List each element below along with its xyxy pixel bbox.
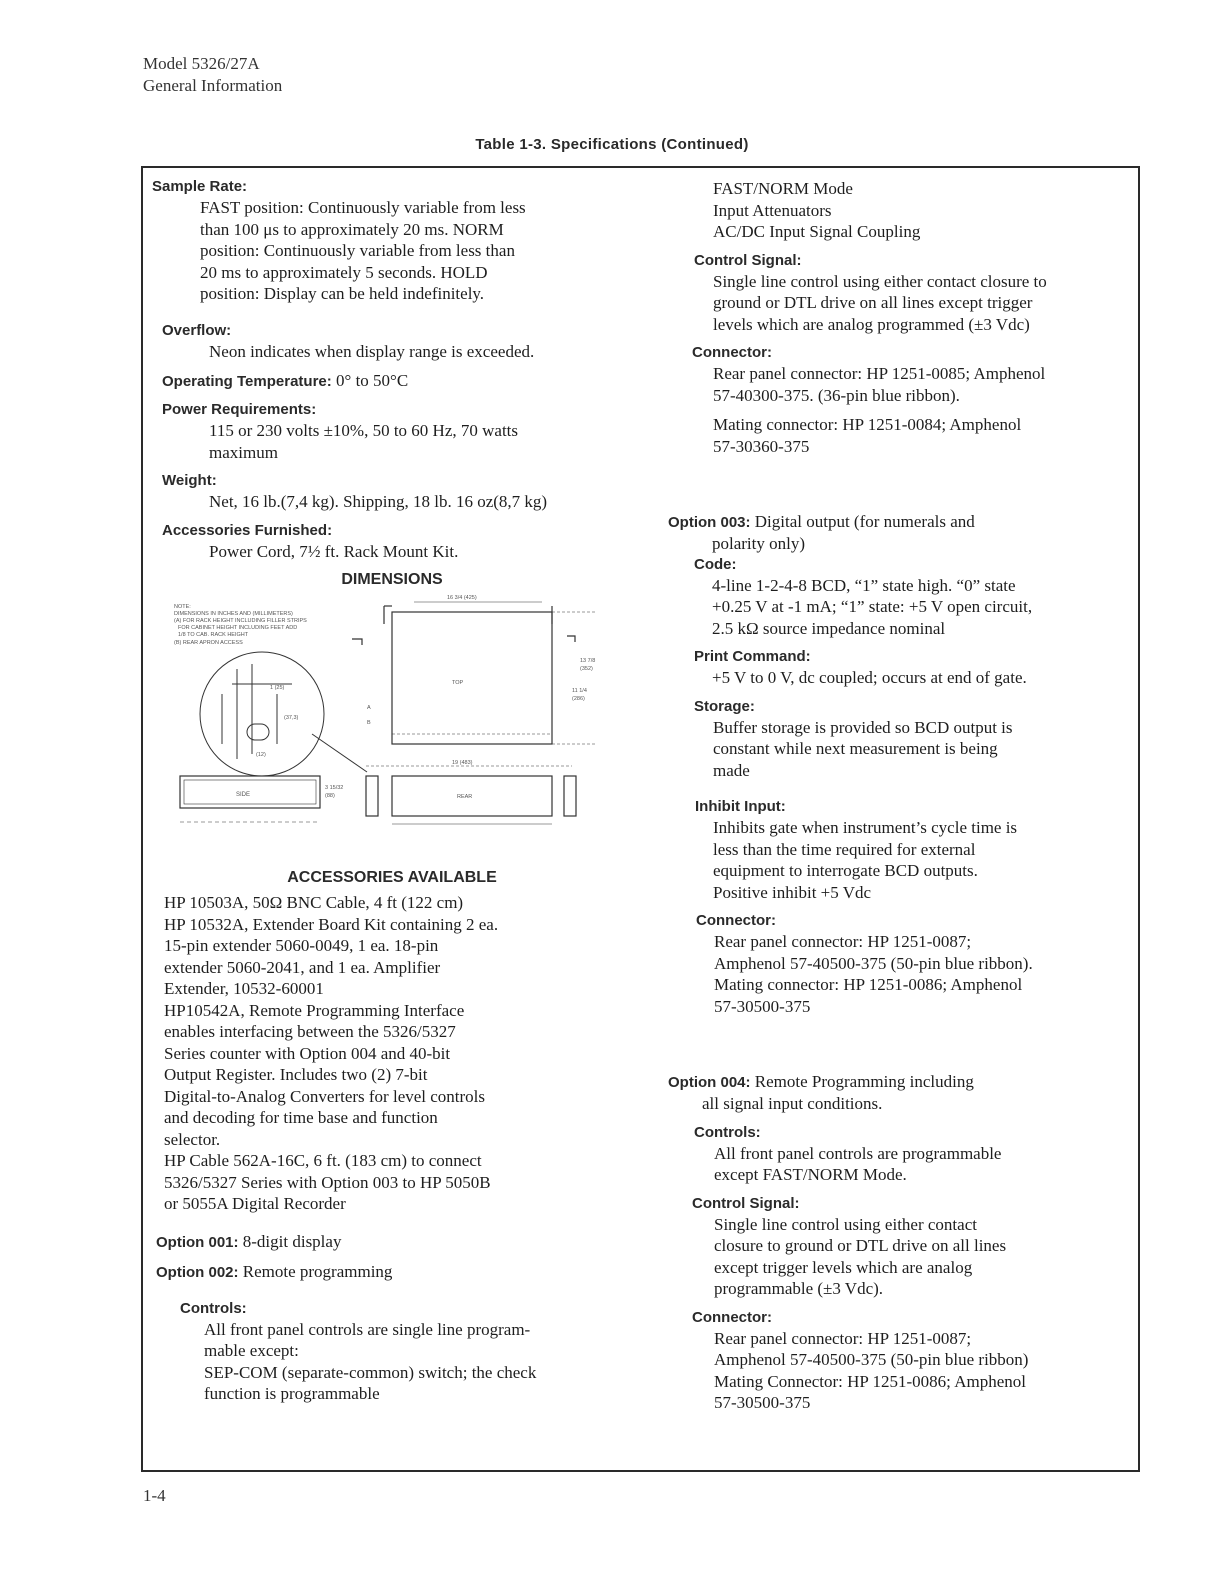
power-text: [162, 420, 632, 463]
overflow-label: Overflow:: [162, 321, 232, 339]
inhibit-input-label: Inhibit Input:: [695, 798, 786, 815]
text-line: Single line control using either contact: [714, 1214, 977, 1234]
option002-text: Remote programming: [242, 1261, 393, 1281]
text-line: 57-30500-375: [714, 1393, 811, 1412]
header-model: Model 5326/27A: [143, 54, 260, 73]
dim-note-line: FOR CABINET HEIGHT INCLUDING FEET ADD: [178, 625, 298, 631]
option004-text: Remote Programming including: [754, 1072, 974, 1091]
text-line: mable except:: [204, 1341, 299, 1360]
text-line: or 5055A Digital Recorder: [164, 1194, 346, 1213]
dim-label-b: B: [367, 720, 371, 726]
text-line: Mating connector: HP 1251-0084; Amphenol: [713, 415, 1022, 434]
text-line: less than the time required for external: [713, 839, 976, 859]
text-line: Rear panel connector: HP 1251-0087;: [714, 1328, 972, 1348]
text-line: HP 10503A, 50Ω BNC Cable, 4 ft (122 cm): [164, 893, 464, 912]
dim-depth-mm: (352): [580, 666, 593, 672]
controls-label: Controls:: [180, 1299, 247, 1317]
side-view-label: SIDE: [236, 792, 251, 798]
text-line: Input Attenuators: [713, 200, 832, 220]
dim-depth-in: 13 7/8: [580, 658, 596, 664]
accessory-item: [164, 1000, 632, 1151]
text-line: Amphenol 57-40500-375 (50-pin blue ribbon): [714, 1350, 1029, 1369]
text-line: Positive inhibit +5 Vdc: [713, 882, 872, 902]
text-line: All front panel controls are programmable: [714, 1143, 1002, 1163]
side-view-outline: [180, 776, 320, 822]
dim-note-line: (A) FOR RACK HEIGHT INCLUDING FILLER STRIPS: [174, 618, 307, 624]
text-line: position: Display can be held indefinitely.: [200, 284, 485, 303]
dim-note-line: (B) REAR APRON ACCESS: [174, 640, 243, 646]
text-line: Inhibits gate when instrument’s cycle time is: [713, 818, 1018, 837]
dim-note-line: NOTE:: [174, 604, 191, 610]
print-command-label: Print Command:: [694, 648, 811, 665]
text-line: enables interfacing between the 5326/5327: [164, 1022, 456, 1041]
dim-depth2-in: 11 1/4: [572, 688, 587, 694]
dimensions-heading: DIMENSIONS: [341, 571, 443, 588]
dim-detail-a: 1 (25): [270, 685, 285, 691]
controls4-text: [668, 1143, 1138, 1186]
left-column: [152, 177, 632, 1405]
option001-text: 8-digit display: [242, 1231, 342, 1251]
text-line: HP 10532A, Extender Board Kit containing 2 ea.: [164, 914, 499, 934]
text-line: function is programmable: [204, 1384, 380, 1403]
dim-rear-width: 19 (483): [452, 760, 473, 766]
option003-text: Digital output (for numerals and: [754, 512, 975, 531]
text-line: ground or DTL drive on all lines except trigger: [713, 293, 1033, 312]
option003-text2: polarity only): [712, 534, 806, 553]
text-line: Rear panel connector: HP 1251-0087;: [714, 932, 972, 951]
connector-text: [668, 363, 1138, 457]
print-command-text: +5 V to 0 V, dc coupled; occurs at end of gate.: [712, 668, 1027, 687]
text-line: SEP-COM (separate-common) switch; the check: [204, 1362, 537, 1382]
control-signal-text: [668, 271, 1138, 336]
text-line: Series counter with Option 004 and 40-bit: [164, 1043, 451, 1063]
text-line: AC/DC Input Signal Coupling: [713, 222, 921, 241]
text-line: 57-30360-375: [713, 436, 810, 456]
text-line: Amphenol 57-40500-375 (50-pin blue ribbon).: [714, 953, 1033, 973]
text-line: than 100 μs to approximately 20 ms. NORM: [200, 219, 504, 239]
accessory-item: [164, 1150, 632, 1215]
text-line: Rear panel connector: HP 1251-0085; Amphenol: [713, 364, 1046, 383]
overflow-text: Neon indicates when display range is exceeded.: [209, 341, 535, 361]
accessories-furnished-text: Power Cord, 7½ ft. Rack Mount Kit.: [209, 541, 459, 561]
text-line: 57-40300-375. (36-pin blue ribbon).: [713, 385, 960, 405]
text-line: Digital-to-Analog Converters for level controls: [164, 1086, 486, 1106]
connector2-text: [668, 931, 1138, 1017]
text-line: FAST/NORM Mode: [713, 179, 853, 198]
connector-label: Connector:: [692, 344, 772, 361]
text-line: extender 5060-2041, and 1 ea. Amplifier: [164, 957, 441, 977]
text-line: Extender, 10532-60001: [164, 979, 324, 998]
rear-view-label: REAR: [457, 794, 473, 800]
text-line: Mating Connector: HP 1251-0086; Amphenol: [714, 1371, 1026, 1391]
text-line: 115 or 230 volts ±10%, 50 to 60 Hz, 70 watts: [209, 421, 519, 440]
text-line: Single line control using either contact closure to: [713, 271, 1047, 291]
sample-rate-text: [152, 197, 632, 305]
dim-note-line: DIMENSIONS IN INCHES AND (MILLIMETERS): [174, 611, 293, 617]
option004-text2: all signal input conditions.: [702, 1094, 883, 1113]
option004-label: Option 004:: [668, 1074, 751, 1091]
text-line: 15-pin extender 5060-0049, 1 ea. 18-pin: [164, 936, 439, 955]
dimensions-drawing: [152, 594, 632, 864]
text-line: All front panel controls are single line program-: [204, 1319, 531, 1339]
text-line: maximum: [209, 442, 278, 462]
dim-height-in: 3 15/32: [325, 785, 344, 791]
text-line: levels which are analog programmed (±3 Vdc): [713, 314, 1030, 334]
accessory-item: [164, 914, 632, 1000]
text-line: constant while next measurement is being: [713, 739, 998, 758]
text-line: and decoding for time base and function: [164, 1108, 438, 1127]
top-view-label: TOP: [452, 680, 464, 686]
option001-label: Option 001:: [156, 1233, 239, 1251]
code-label: Code:: [694, 555, 737, 573]
text-line: programmable (±3 Vdc).: [714, 1279, 884, 1298]
operating-temp-label: Operating Temperature:: [162, 373, 332, 390]
text-line: 2.5 kΩ source impedance nominal: [712, 618, 946, 638]
text-line: selector.: [164, 1129, 221, 1149]
text-line: closure to ground or DTL drive on all lines: [714, 1236, 1007, 1255]
text-line: HP Cable 562A-16C, 6 ft. (183 cm) to connect: [164, 1151, 482, 1170]
text-line: 5326/5327 Series with Option 003 to HP 5050B: [164, 1172, 491, 1192]
text-line: 4-line 1-2-4-8 BCD, “1” state high. “0” state: [712, 575, 1016, 595]
dim-depth2-mm: (286): [572, 696, 585, 702]
operating-temp-value: 0° to 50°C: [336, 371, 409, 390]
text-line: except FAST/NORM Mode.: [714, 1165, 907, 1184]
inhibit-input-text: [668, 817, 1138, 903]
connector2-label: Connector:: [696, 912, 776, 929]
option003-label: Option 003:: [668, 514, 751, 531]
dim-note-line: 1/8 TO CAB. RACK HEIGHT: [178, 632, 249, 638]
header-section: General Information: [143, 76, 283, 95]
text-line: Buffer storage is provided so BCD output is: [713, 717, 1013, 737]
dim-label-a: A: [367, 705, 371, 711]
code-text: [668, 575, 1138, 640]
controls-text: [152, 1319, 632, 1405]
text-line: 20 ms to approximately 5 seconds. HOLD: [200, 262, 488, 282]
text-line: position: Continuously variable from less than: [200, 241, 515, 260]
accessories-available-heading: ACCESSORIES AVAILABLE: [287, 869, 497, 886]
control-signal4-label: Control Signal:: [692, 1194, 800, 1212]
text-line: except trigger levels which are analog: [714, 1257, 973, 1277]
connector4-label: Connector:: [692, 1308, 772, 1326]
text-line: +0.25 V at -1 mA; “1” state: +5 V open circuit,: [712, 597, 1033, 616]
accessories-furnished-label: Accessories Furnished:: [162, 521, 333, 539]
text-line: 57-30500-375: [714, 996, 811, 1016]
text-line: Output Register. Includes two (2) 7-bit: [164, 1065, 428, 1084]
storage-text: [668, 717, 1138, 782]
text-line: Mating connector: HP 1251-0086; Amphenol: [714, 975, 1023, 994]
power-label: Power Requirements:: [162, 401, 317, 418]
text-line: made: [713, 760, 750, 780]
continued-lines: [668, 178, 1138, 243]
right-column: [668, 178, 1138, 1414]
page-number: 1-4: [143, 1486, 166, 1505]
dim-width: 16 3/4 (425): [447, 595, 477, 601]
option002-label: Option 002:: [156, 1263, 239, 1281]
weight-label: Weight:: [162, 472, 217, 489]
control-signal4-text: [668, 1214, 1138, 1300]
dim-detail-c: (12): [256, 752, 266, 758]
control-signal-label: Control Signal:: [694, 251, 802, 269]
sample-rate-label: Sample Rate:: [152, 178, 248, 195]
connector4-text: [668, 1328, 1138, 1414]
dim-detail-b: (37,3): [284, 715, 299, 721]
dim-height-mm: (88): [325, 793, 335, 799]
storage-label: Storage:: [694, 697, 755, 715]
controls4-label: Controls:: [694, 1123, 761, 1141]
text-line: equipment to interrogate BCD outputs.: [713, 861, 978, 880]
accessory-item: [164, 892, 632, 914]
weight-text: Net, 16 lb.(7,4 kg). Shipping, 18 lb. 16 oz(8,7 kg): [209, 492, 548, 511]
text-line: FAST position: Continuously variable from less: [200, 198, 526, 217]
top-view-outline: [352, 602, 597, 744]
table-title: Table 1-3. Specifications (Continued): [475, 136, 749, 153]
accessories-list: [152, 892, 632, 1215]
text-line: HP10542A, Remote Programming Interface: [164, 1000, 465, 1020]
